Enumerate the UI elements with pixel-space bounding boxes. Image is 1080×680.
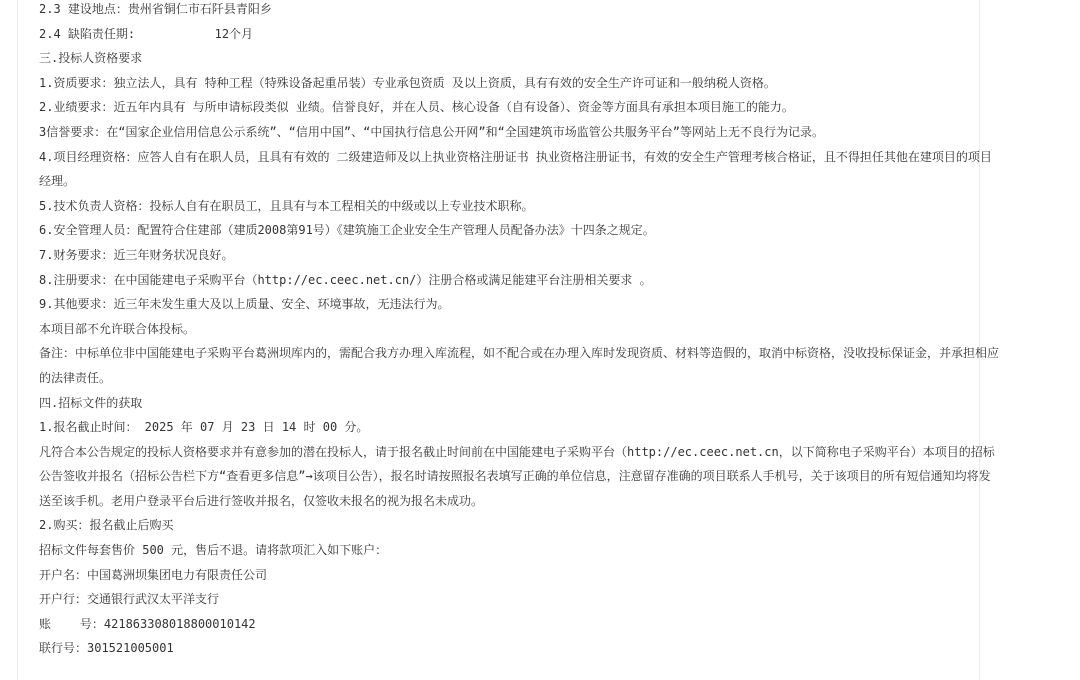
project-manager-requirement-continuation: 经理。 — [39, 174, 76, 189]
registration-deadline-line: 1.报名截止时间： 2025 年 07 月 23 日 14 时 00 分。 — [39, 420, 369, 435]
registration-instructions-line-1: 凡符合本公告规定的投标人资格要求并有意参加的潜在投标人，请于报名截止时间前在中国能建电子采购平台（http://ec.ceec.net.cn，以下简称电子采购平台）本项目的招标 — [39, 444, 995, 459]
remark-continuation: 的法律责任。 — [39, 370, 112, 385]
safety-staff-requirement-line: 6.安全管理人员：配置符合住建部（建质2008第91号）《建筑施工企业安全生产管理人员配备办法》十四条之规定。 — [39, 223, 655, 238]
credit-requirement-line: 3信誉要求：在“国家企业信用信息公示系统”、“信用中国”、“中国执行信息公开网”和“全国建筑市场监管公共服务平台”等网站上无不良行为记录。 — [39, 124, 825, 139]
registration-instructions-line-3: 送至该手机。老用户登录平台后进行签收并报名，仅签收未报名的视为报名未成功。 — [39, 493, 484, 508]
no-consortium-line: 本项目部不允许联合体投标。 — [39, 321, 196, 336]
price-line: 招标文件每套售价 500 元，售后不退。请将款项汇入如下账户： — [39, 543, 388, 558]
financial-requirement-line: 7.财务要求：近三年财务状况良好。 — [39, 247, 234, 262]
qualification-requirement-line: 1.资质要求：独立法人，具有 特种工程（特殊设备起重吊装）专业承包资质 及以上资质，具有有效的安全生产许可证和一般纳税人资格。 — [39, 75, 776, 90]
remark-line: 备注：中标单位非中国能建电子采购平台葛洲坝库内的，需配合我方办理入库流程，如不配合或在办理入库时发现资质、材料等造假的，取消中标资格，没收投标保证金，并承担相应 — [39, 346, 1000, 361]
document-card — [17, 0, 1000, 680]
other-requirement-line: 9.其他要求：近三年未发生重大及以上质量、安全、环境事故，无违法行为。 — [39, 297, 450, 312]
bank-name-line: 开户行：交通银行武汉太平洋支行 — [39, 592, 220, 607]
bank-code-line: 联行号：301521005001 — [39, 641, 174, 656]
technical-lead-requirement-line: 5.技术负责人资格：投标人自有在职员工，且具有与本工程相关的中级或以上专业技术职称。 — [39, 198, 534, 213]
section-heading-obtaining-documents: 四.招标文件的获取 — [39, 395, 143, 410]
registration-instructions-line-2: 公告签收并报名（招标公告栏下方“查看更多信息”→该项目公告），报名时请按照报名表填写正确的单位信息，注意留存准确的项目联系人手机号，关于该项目的所有短信通知均将发 — [39, 469, 991, 484]
document-body — [39, 0, 1000, 661]
section-heading-bidder-qualifications: 三.投标人资格要求 — [39, 51, 143, 66]
registration-requirement-line: 8.注册要求：在中国能建电子采购平台（http://ec.ceec.net.cn/）注册合格或满足能建平台注册相关要求 。 — [39, 272, 652, 287]
account-name-line: 开户名：中国葛洲坝集团电力有限责任公司 — [39, 567, 268, 582]
project-manager-requirement-line: 4.项目经理资格：应答人自有在职人员，且具有有效的 二级建造师及以上执业资格注册证书 执业资格注册证书，有效的安全生产管理考核合格证，且不得担任其他在建项目的项目 — [39, 149, 992, 164]
defect-liability-period-line: 2.4 缺陷责任期: 12个月 — [39, 26, 254, 41]
purchase-line: 2.购买：报名截止后购买 — [39, 518, 174, 533]
construction-location-line: 2.3 建设地点：贵州省铜仁市石阡县青阳乡 — [39, 2, 272, 16]
performance-requirement-line: 2.业绩要求：近五年内具有 与所申请标段类似 业绩。信誉良好，并在人员、核心设备（自有设备）、资金等方面具有承担本项目施工的能力。 — [39, 100, 794, 115]
account-number-line: 账 号：421863308018800010142 — [39, 616, 256, 631]
